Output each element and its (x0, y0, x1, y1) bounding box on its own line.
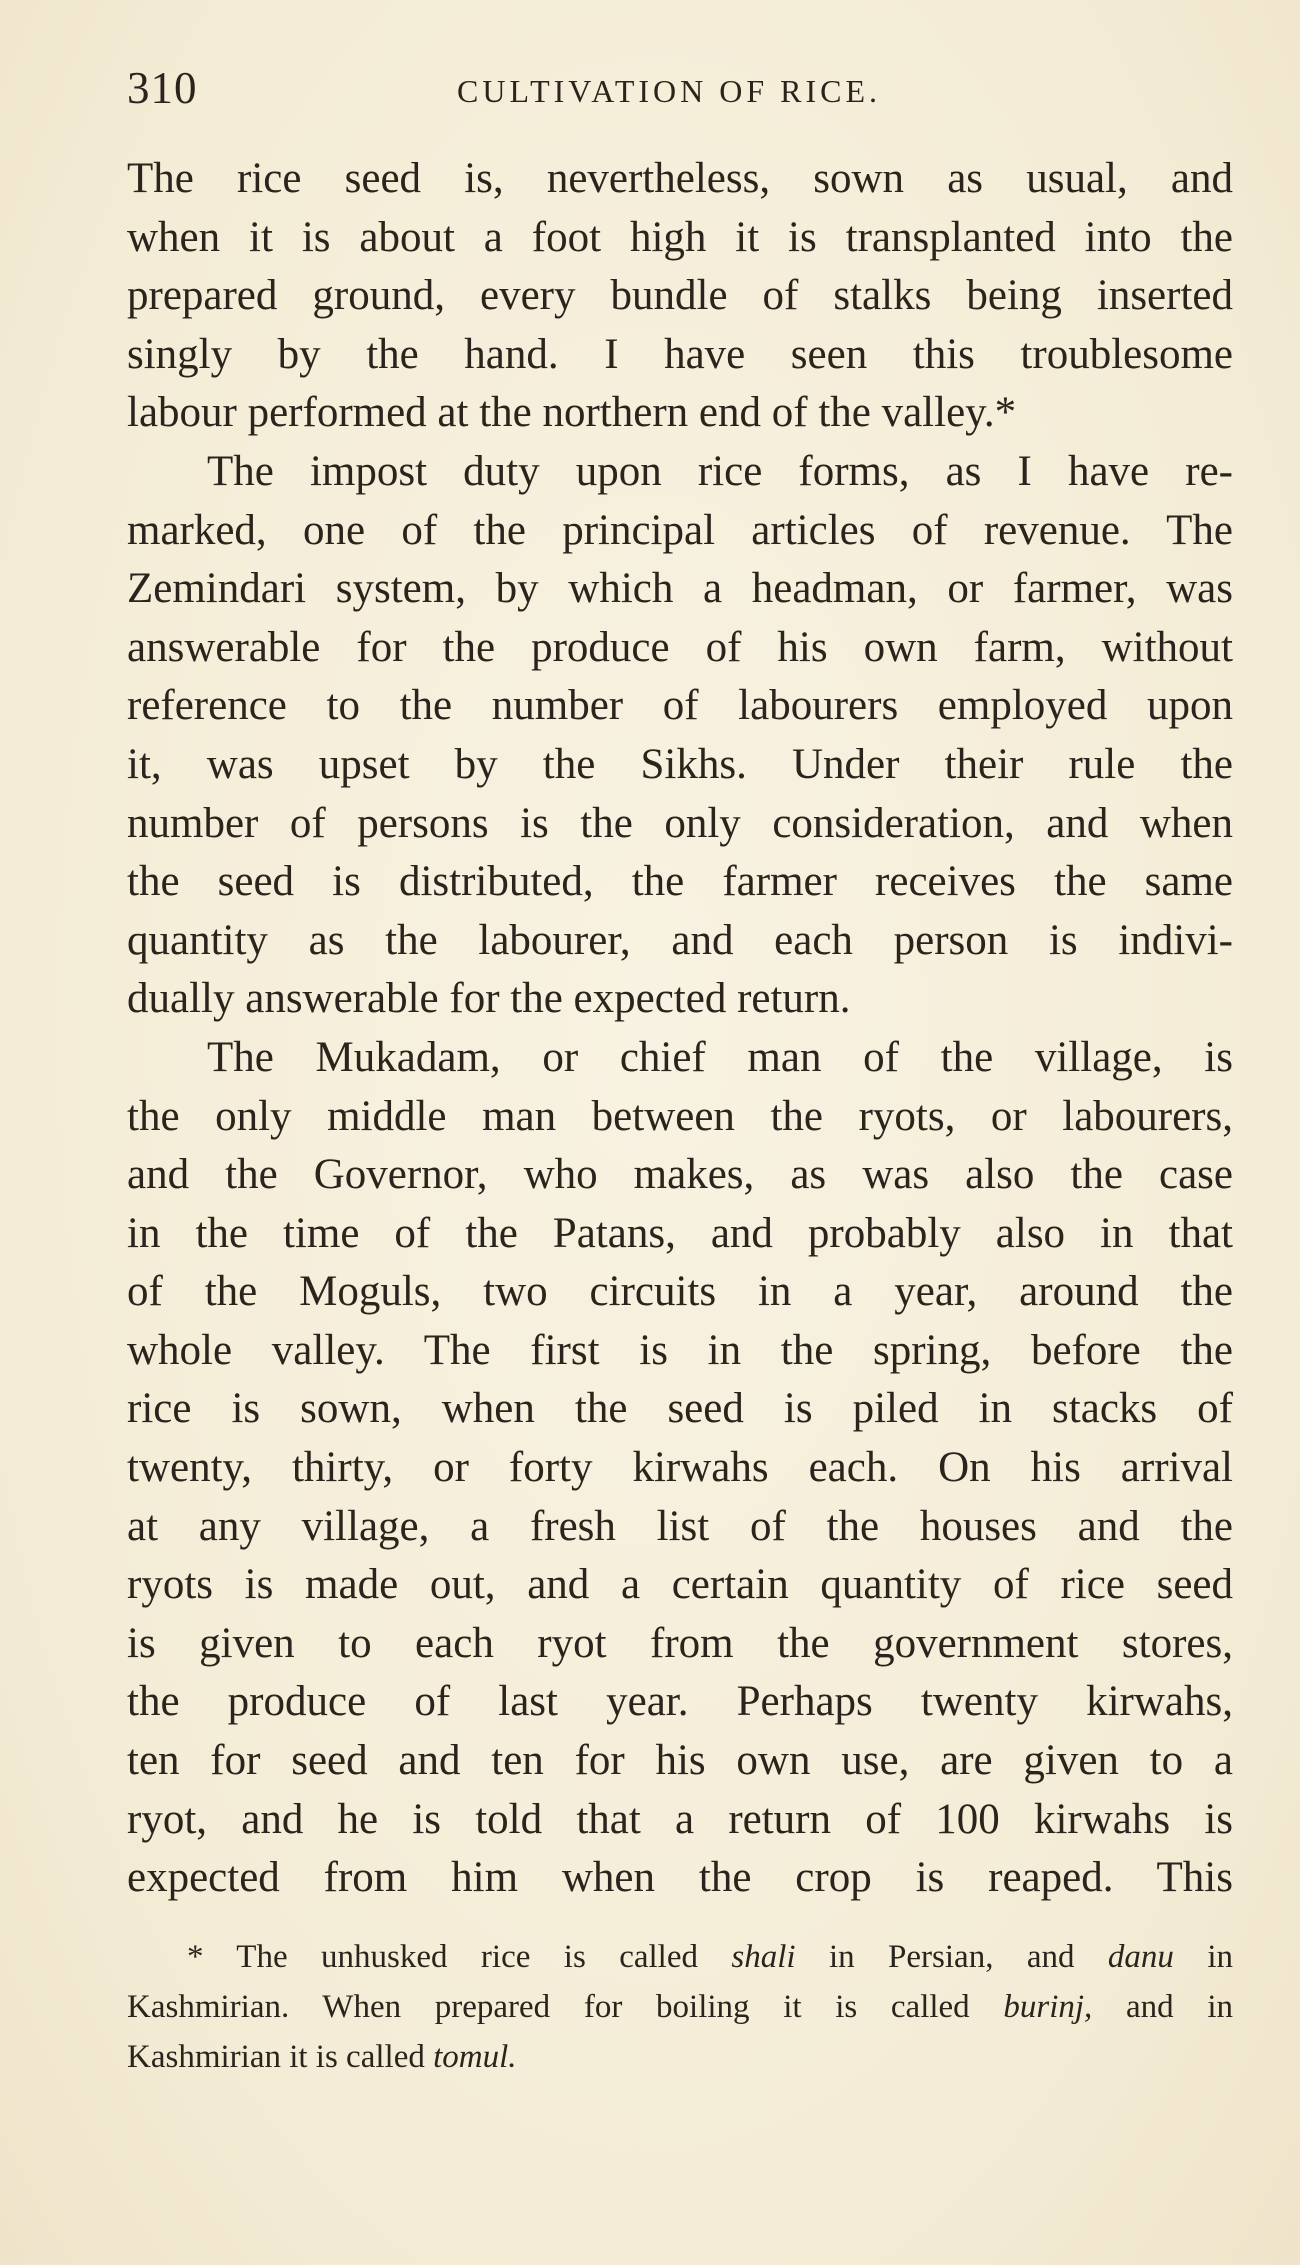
text-line: dually answerable for the expected return. (127, 975, 851, 1023)
text-line: and the Governor, who makes, as was also the case (127, 1151, 1233, 1199)
footnote-line (127, 1982, 1233, 2032)
footnote-term: tomul. (433, 2039, 517, 2075)
page-number: 310 (127, 63, 198, 113)
page-header (127, 58, 1247, 118)
text-line: when it is about a foot high it is transplanted into the (127, 213, 1233, 261)
text-line: marked, one of the principal articles of revenue. The (127, 506, 1233, 554)
text-line: prepared ground, every bundle of stalks being inserted (127, 272, 1233, 320)
text-line: the seed is distributed, the farmer receives the same (127, 858, 1233, 906)
footnote-text: in Persian, and (795, 1939, 1108, 1975)
footnote-line (127, 2032, 1233, 2082)
footnote-line (127, 1932, 1233, 1982)
text-line: labour performed at the northern end of the valley.* (127, 389, 1017, 437)
running-head: CULTIVATION OF RICE. (457, 73, 882, 109)
text-line: singly by the hand. I have seen this troublesome (127, 330, 1233, 378)
text-line: ten for seed and ten for his own use, are given to a (127, 1737, 1233, 1785)
footnote-term: danu (1107, 1939, 1174, 1975)
text-line: expected from him when the crop is reaped. This (127, 1854, 1233, 1902)
text-line: number of persons is the only consideration, and when (127, 799, 1233, 847)
text-line: reference to the number of labourers employed upon (127, 682, 1233, 730)
text-line: at any village, a fresh list of the houses and the (127, 1502, 1233, 1550)
text-line: twenty, thirty, or forty kirwahs each. On his arrival (127, 1444, 1233, 1492)
footnote (127, 1932, 1233, 2082)
footnote-text: Kashmirian it is called (127, 2039, 434, 2075)
text-line: of the Moguls, two circuits in a year, around the (127, 1268, 1233, 1316)
text-line: The Mukadam, or chief man of the village, is (207, 1033, 1233, 1081)
text-line: the produce of last year. Perhaps twenty kirwahs, (127, 1678, 1233, 1726)
footnote-text: Kashmirian. When prepared for boiling it is called (127, 1989, 1004, 2025)
text-line: ryots is made out, and a certain quantity of rice seed (127, 1561, 1233, 1609)
text-line: rice is sown, when the seed is piled in stacks of (127, 1385, 1233, 1433)
text-line: it, was upset by the Sikhs. Under their rule the (127, 740, 1233, 788)
footnote-text: in (1173, 1939, 1233, 1975)
footnote-term: shali (731, 1939, 796, 1975)
footnote-text: * The unhusked rice is called (187, 1939, 732, 1975)
text-line: ryot, and he is told that a return of 100 kirwahs is (127, 1795, 1233, 1843)
text-line: quantity as the labourer, and each person is indivi- (127, 916, 1233, 964)
body-text (127, 150, 1233, 1908)
text-line: whole valley. The first is in the spring, before the (127, 1326, 1233, 1374)
text-line: The impost duty upon rice forms, as I have re- (207, 447, 1233, 495)
text-line: Zemindari system, by which a headman, or farmer, was (127, 565, 1233, 613)
text-line: in the time of the Patans, and probably also in that (127, 1209, 1233, 1257)
text-line: is given to each ryot from the government stores, (127, 1619, 1233, 1667)
text-line: the only middle man between the ryots, or labourers, (127, 1092, 1233, 1140)
footnote-text: and in (1092, 1989, 1233, 2025)
text-line: answerable for the produce of his own farm, without (127, 623, 1233, 671)
text-line: The rice seed is, nevertheless, sown as usual, and (127, 155, 1233, 202)
footnote-term: burinj, (1003, 1989, 1093, 2025)
